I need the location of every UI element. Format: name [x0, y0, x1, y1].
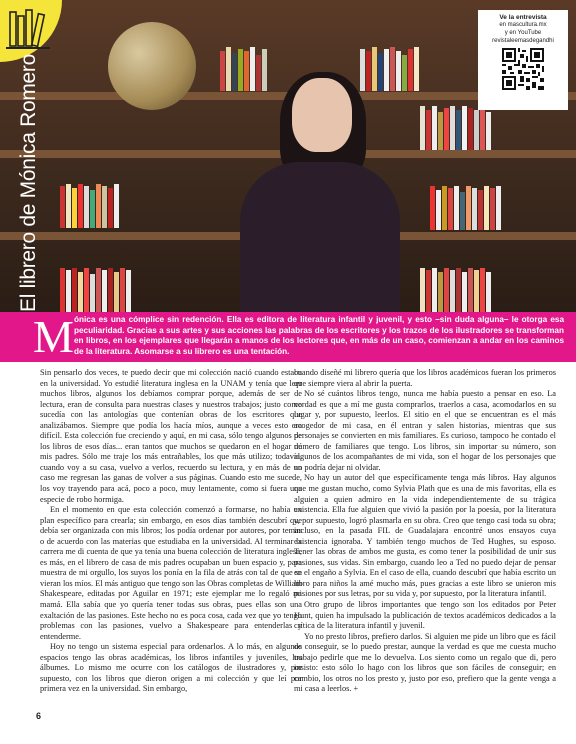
paragraph: cuando diseñé mi librero quería que los libros académicos fueran los primeros que siempre viera al abrir la puerta. [294, 368, 556, 388]
book-row [60, 182, 119, 228]
paragraph: No sé cuántos libros tengo, nunca me había puesto a pensar en eso. La verdad es que a mí me gusta comprarlos, traerlos a casa, acomodarlos en su lugar y, por supuesto, leerlos. El sitio en el que se encuentran es el más acogedor de mi casa, en él entran y salen historias, mientras que sus personajes se convierten en mis familiares. Es curioso, tampoco he contado el número de familiares que tengo. Los libros, sin importar su número, son algunos de los acompañantes de mi vida, son el hogar de los personajes que no podría dejar ni olvidar. [294, 389, 556, 472]
interview-promo [478, 10, 568, 110]
drop-cap: M [33, 311, 74, 362]
paragraph: Otro grupo de libros importantes que tengo son los editados por Peter Hunt, quien ha impulsado la publicación de textos académicos dedicados a la crítica de la literatura infantil y juvenil. [294, 600, 556, 631]
section-title-text: El librero de Mónica Romero [17, 53, 41, 312]
intro-text: ónica es una cómplice sin redención. Ella es editora de literatura infantil y juvenil, y esto –sin duda alguna– le otorga esa peculiaridad. Gracias a sus artes y sus acciones las palabras de los escritores y los trazos de los ilustradores se transforman en libros, en los ejemplares que llegarán a manos de los lectores que, en más de un caso, comienzan a andar en los caminos de la literatura. Asomarse a su librero es una tentación. [74, 315, 564, 356]
qr-code-icon[interactable] [502, 48, 544, 90]
paragraph: No hay un autor del que específicamente tenga más libros. Hay algunos que me gustan mucho, como Sylvia Plath que es una de mis favoritas, ella es alguien a quien admiro en la vida independientemente de su trágica existencia. Ella fue alguien que vivió la pasión por la poesía, por la literatura y, por supuesto, logró plasmarla en su obra. Creo que tengo casi toda su obra; incluso, en la pasada FIL de Guadalajara encontré unos ensayos cuya existencia ignoraba. Y también tengo muchos de Ted Hughes, su esposo. Tener las obras de ambos me gusta, es como tener la posibilidad de unir sus pasiones, sus vidas. Sin embargo, cuando leo a Ted no puedo dejar de pensar en el engaño a Sylvia. En el caso de ella, cuando descubrí que había escrito un libro para niños la amé mucho más, pues gracias a este libro se unieron mis pasiones por sus letras, por su vida y, por supuesto, por la literatura infantil. [294, 473, 556, 599]
paragraph: Yo no presto libros, prefiero darlos. Si alguien me pide un libro que es fácil de conseguir, se lo puedo prestar, aunque la verdad es que me cuesta mucho trabajo pedirle que me lo devuelva. Los siento como un regalo que di, pero insisto: esto sólo lo hago con los libros que son fáciles de conseguir; en cambio, los otros no los presto y, justo por eso, prefiero que la gente venga a mi casa a leerlos. + [294, 631, 556, 694]
person-figure [240, 78, 400, 314]
paragraph: En el momento en que esta colección comenzó a formarse, no había un plan específico para crearla; sin embargo, en esos días también descubrí que debía ser organizada con mis libros; los podía ordenar por autores, por temas o de acuerdo con las materias que estudiaba en la universidad. Al terminar la carrera me di cuenta de que ya tenía una buena colección de literatura inglesa, es más, en el librero de casa de mis padres ocupaban un buen espacio y, para muestra de mi orgullo, los suyos los ponía en la fila de atrás con tal de que se vieran los míos. El más antiguo que tengo son las Obras completas de William Shakespeare, editadas por Aguilar en 1971; este ejemplar me lo regaló mi mamá. Ella sabía que yo quería tener todas sus obras, pues ellas son una exaltación de las pasiones. Este hecho no es poca cosa, cada vez que yo tengo problemas con las pasiones, vuelvo a Shakespeare para entenderlas y entenderme. [40, 505, 302, 641]
book-row [60, 266, 131, 312]
book-row [430, 184, 501, 230]
promo-site: en mascultura.mx [499, 22, 547, 28]
paragraph: Sin pensarlo dos veces, te puedo decir que mi colección nació cuando estaba en la universidad. Yo estudié literatura inglesa en la UNAM y tenía que leer muchos libros, algunos los debíamos comprar porque, además de ser de lectura, eran de consulta para nuestras clases y nuestros trabajos; justo como sucedía con las antologías que contenían obras de los escritores que analizábamos. Siempre que podía los hacía míos, aunque a veces esto era difícil. Esta colección fue creciendo y aquí, en mi casa, sólo tengo algunos de los libros de esos días... eran tantos que muchos se quedaron en el hogar de mis padres. Sólo me traje los más entrañables, los que más utilizo; todavía, cuando voy a su casa, vuelvo a verlos, recuerdo su lectura, y en más de un caso me regresan las ganas de volver a sus páginas. Cuando esto me sucede, los voy trayendo para acá, poco a poco, muy lentamente, como si fuera una especie de robo hormiga. [40, 368, 302, 504]
promo-platform: y en YouTube [504, 30, 542, 36]
book-row [420, 104, 491, 150]
promo-heading: Ve la entrevista [499, 14, 547, 21]
book-row [420, 266, 491, 312]
page-number: 6 [36, 711, 42, 721]
promo-channel: revistaleemasdegandhi [492, 38, 554, 44]
article-column-left [40, 368, 302, 695]
article-column-right [294, 368, 556, 695]
section-title [18, 55, 40, 310]
bookshelf-icon [6, 8, 52, 52]
globe-decoration [108, 22, 196, 110]
paragraph: Hoy no tengo un sistema especial para ordenarlos. A lo más, en algunos espacios tengo las obras académicas, los libros infantiles y juveniles, los álbumes. Lo mismo me ocurre con los catálogos de ilustradores y, por supuesto, con los libros que dieron origen a mi colección y que leí por primera vez en la universidad. Sin embargo, [40, 642, 302, 694]
